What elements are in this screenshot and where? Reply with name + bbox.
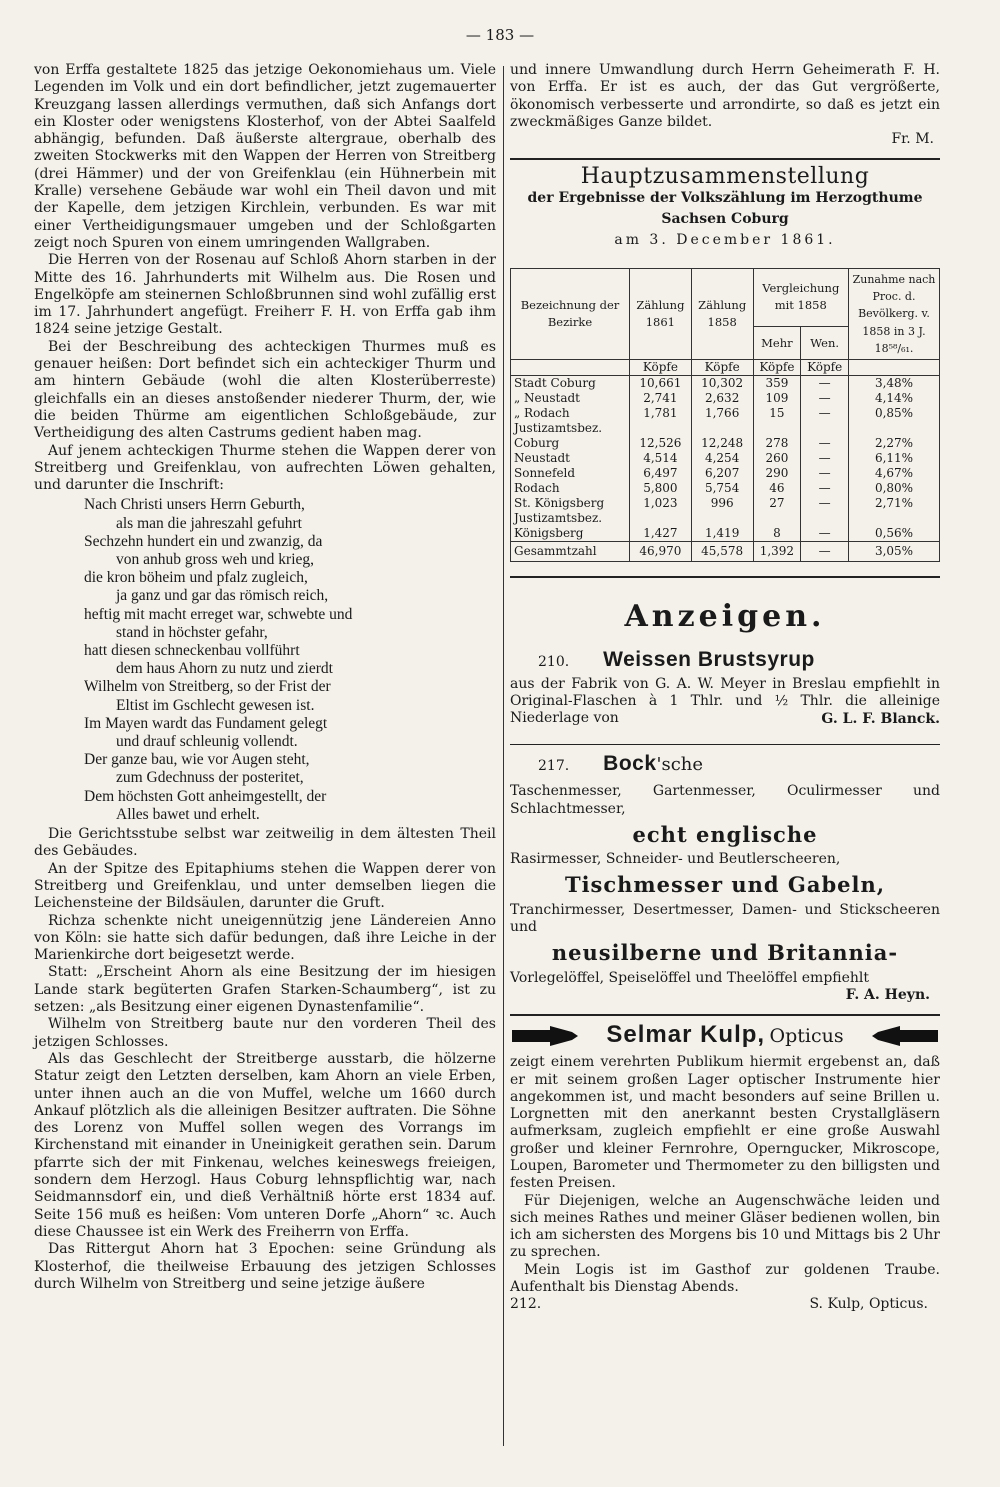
unit-cell: Köpfe — [801, 360, 849, 376]
paragraph: Richza schenkte nicht uneigennützig jene Ländereien Anno von Köln: sie hatte sich dafür bedungen, daß ihre Leiche in der Marienkirche dort beigesetzt werde. — [34, 912, 496, 964]
value-cell: — — [801, 526, 849, 542]
ad-text: aus der Fabrik von G. A. W. Meyer in Breslau empfiehlt in Original-Flaschen à 1 Thlr. und ½ Thlr. die alleinige Niederlage von — [510, 675, 940, 727]
value-cell: 6,497 — [630, 466, 692, 481]
col-header-1861: Zählung 1861 — [630, 268, 692, 359]
summary-title: Hauptzusammenstellung — [580, 164, 870, 190]
value-cell: 0,80% — [849, 481, 940, 496]
ad-display-line: Tischmesser und Gabeln, — [564, 872, 886, 898]
table-row — [511, 496, 940, 511]
paragraph: Das Rittergut Ahorn hat 3 Epochen: seine Gründung als Klosterhof, die theilweise Erbauung des jetzigen Schlosses durch Wilhelm von Streitberg und seine jetzige äußere — [34, 1241, 496, 1292]
district-cell: Gesammtzahl — [511, 542, 630, 562]
ad-text: Tranchirmesser, Desertmesser, Damen- und Stickscheeren und — [510, 901, 940, 936]
value-cell: 46,970 — [630, 542, 692, 562]
value-cell: 1,023 — [630, 496, 692, 511]
value-cell: 3,05% — [849, 542, 940, 562]
value-cell — [801, 511, 849, 526]
poem-line: die kron böheim und pfalz zugleich, — [84, 569, 308, 587]
district-cell: Stadt Coburg — [511, 376, 630, 392]
value-cell: — — [801, 376, 849, 392]
value-cell — [753, 511, 801, 526]
paragraph: Die Gerichtsstube selbst war zeitweilig in dem ältesten Theil des Gebäudes. — [34, 826, 496, 860]
district-cell: Sonnefeld — [511, 466, 630, 481]
ads-heading: Anzeigen. — [624, 599, 826, 635]
value-cell: 3,48% — [849, 376, 940, 392]
ad-text: Mein Logis ist im Gasthof zur goldenen Traube. Aufenthalt bis Dienstag Abends. — [510, 1261, 940, 1296]
value-cell — [691, 421, 753, 436]
col-header-more: Mehr — [753, 327, 801, 360]
value-cell: 109 — [753, 391, 801, 406]
poem-line: ja ganz und gar das römisch reich, — [116, 587, 329, 605]
value-cell: — — [801, 466, 849, 481]
value-cell: 1,781 — [630, 406, 692, 421]
value-cell: — — [801, 436, 849, 451]
table-row — [511, 466, 940, 481]
poem-line: hatt diesen schneckenbau vollführt — [84, 642, 300, 660]
ad-title-suffix: Opticus — [769, 1024, 844, 1047]
ad-212-header — [510, 1020, 940, 1048]
unit-cell: Köpfe — [753, 360, 801, 376]
value-cell: 6,11% — [849, 451, 940, 466]
ad-rule — [510, 1014, 940, 1016]
pointing-hand-icon — [870, 1024, 940, 1048]
paragraph: An der Spitze des Epitaphiums stehen die Wappen derer von Streitberg und Greifenklau, und unter demselben liegen die Leichensteine der Bildsäulen, darunter die Gruft. — [34, 860, 496, 912]
ad-text: Für Diejenigen, welche an Augenschwäche leiden und sich meines Rathes und meiner Gläser bedienen wollen, bin ich am sichersten des Morgens bis 10 und Mittags bis 2 Uhr zu sprechen. — [510, 1192, 940, 1261]
district-cell: Neustadt — [511, 451, 630, 466]
poem-line: als man die jahreszahl gefuhrt — [116, 514, 302, 532]
value-cell: 1,427 — [630, 526, 692, 542]
value-cell: 5,800 — [630, 481, 692, 496]
section-rule — [510, 576, 940, 578]
paragraph: und innere Umwandlung durch Herrn Geheimerath F. H. von Erffa. Er ist es auch, der das Gut vergrößerte, ökonomisch verbesserte und arrondirte, so daß es jetzt ein zweckmäßiges Ganze bildet. — [510, 62, 940, 130]
value-cell: 996 — [691, 496, 753, 511]
value-cell: 6,207 — [691, 466, 753, 481]
table-row — [511, 526, 940, 542]
district-cell: „ Neustadt — [511, 391, 630, 406]
ad-signature: F. A. Heyn. — [845, 986, 930, 1003]
ad-signature: S. Kulp, Opticus. — [809, 1296, 928, 1313]
pointing-hand-icon — [510, 1024, 580, 1048]
census-table — [510, 268, 940, 562]
poem-line: und drauf schleunig vollendt. — [116, 733, 298, 751]
table-row — [511, 481, 940, 496]
value-cell: 8 — [753, 526, 801, 542]
unit-cell — [511, 360, 630, 376]
poem-line: Der ganze bau, wie vor Augen steht, — [84, 751, 310, 769]
value-cell — [630, 511, 692, 526]
section-rule — [510, 158, 940, 160]
value-cell: 12,526 — [630, 436, 692, 451]
value-cell: 2,632 — [691, 391, 753, 406]
paragraph: Statt: „Erscheint Ahorn als eine Besitzung der im hiesigen Lande stark begüterten Grafen Starken-Schaumberg“, ist zu setzen: „als Besitzung einer eigenen Dynastenfamilie“. — [34, 964, 496, 1016]
value-cell: — — [801, 391, 849, 406]
poem-line: dem haus Ahorn zu nutz und zierdt — [116, 660, 333, 678]
summary-date: am 3. December 1861. — [614, 232, 836, 249]
value-cell — [630, 421, 692, 436]
value-cell: 4,14% — [849, 391, 940, 406]
poem-line: Eltist im Gschlecht gewesen ist. — [116, 696, 315, 714]
paragraph: Die Herren von der Rosenau auf Schloß Ahorn starben in der Mitte des 16. Jahrhunderts mit Wilhelm aus. Die Rosen und Engelköpfe am steinernen Schloßbrunnen sind wohl zufällig erst im 17. Jahrhundert angefügt. Freiherr F. H. von Erffa gab ihm 1824 seine jetzige Gestalt. — [34, 252, 496, 338]
value-cell — [801, 421, 849, 436]
ad-display-line: neusilberne und Britannia- — [551, 940, 899, 966]
signature: Fr. M. — [891, 131, 934, 148]
value-cell: 1,766 — [691, 406, 753, 421]
poem-line: Im Mayen wardt das Fundament gelegt — [84, 714, 328, 732]
poem-line: Alles bawet und erhelt. — [116, 805, 260, 823]
column-divider — [503, 66, 504, 1446]
value-cell: 359 — [753, 376, 801, 392]
ad-rule — [510, 744, 940, 745]
value-cell: 4,254 — [691, 451, 753, 466]
ad-title: Bock — [603, 751, 657, 775]
poem-line: Nach Christi unsers Herrn Geburth, — [84, 496, 305, 514]
value-cell: 0,56% — [849, 526, 940, 542]
right-column — [510, 62, 940, 1314]
value-cell: 260 — [753, 451, 801, 466]
value-cell: 2,741 — [630, 391, 692, 406]
value-cell: 290 — [753, 466, 801, 481]
ad-text: zeigt einem verehrten Publikum hiermit ergebenst an, daß er mit seinem großen Lager optischer Instrumente hier angekommen ist, und macht besonders auf seine Brillen u. Lorgnetten mit den anerkannt besten Crystallgläsern aufmerksam, zugleich empfiehlt er eine große Auswahl großer und kleiner Fernrohre, Operngucker, Mikroscope, Loupen, Barometer und Thermometer zu den billigsten und festen Preisen. — [510, 1054, 940, 1192]
value-cell: 15 — [753, 406, 801, 421]
value-cell: 12,248 — [691, 436, 753, 451]
value-cell: 2,71% — [849, 496, 940, 511]
value-cell — [849, 511, 940, 526]
paragraph: von Erffa gestaltete 1825 das jetzige Oekonomiehaus um. Viele Legenden im Volk und ein dort befindlicher, jetzt zugemauerter Kreuzgang lassen allerdings vermuthen, daß sich Anfangs dort ein Kloster oder wenigstens Klosterhof, von der Abtei Saalfeld abhängig, befunden. Daß äußerste altergraue, oberhalb des zweiten Stockwerks mit den Wappen der Herren von Streitberg (drei Hämmer) und der von Greifenklau (ein Hühnerbein mit Kralle) versehene Gebäude war wohl ein Theil davon und mit der Kapelle, dem jetzigen Kirchlein, verbunden. Es war mit einer Vertheidigungsmauer umgeben und der Schloßgarten zeigt noch Spuren von einem umringenden Wallgraben. — [34, 62, 496, 251]
value-cell: 10,661 — [630, 376, 692, 392]
district-cell: Justizamtsbez. — [511, 511, 630, 526]
value-cell: 4,514 — [630, 451, 692, 466]
district-cell: „ Rodach — [511, 406, 630, 421]
page-number: — 183 — — [465, 26, 535, 44]
table-row — [511, 391, 940, 406]
unit-cell: Köpfe — [630, 360, 692, 376]
ad-display-line: echt englische — [632, 821, 818, 847]
value-cell: 27 — [753, 496, 801, 511]
ad-title: Weissen Brustsyrup — [603, 648, 815, 672]
poem-line: von anhub gross weh und krieg, — [116, 551, 315, 569]
district-cell: St. Königsberg — [511, 496, 630, 511]
ad-title-suffix: 'sche — [656, 753, 704, 775]
unit-cell — [849, 360, 940, 376]
paragraph: Bei der Beschreibung des achteckigen Thurmes muß es genauer heißen: Dort befindet sich ein achteckiger Thurm und am hintern Gebäude (wohl die alten Klosterüberreste) gleichfalls ein an dieses anstoßender niederer Thurm, der, wie die beiden Thürme am eigentlichen Schloßgebäude, zur Vertheidigung des alten Castrums gedient haben mag. — [34, 338, 496, 442]
ad-text: Rasirmesser, Schneider- und Beutlerscheeren, — [510, 851, 841, 868]
district-cell: Rodach — [511, 481, 630, 496]
table-row — [511, 451, 940, 466]
paragraph: Auf jenem achteckigen Thurme stehen die Wappen derer von Streitberg und Greifenklau, von aufrechten Löwen gehalten, und darunter die Inschrift: — [34, 442, 496, 494]
table-row — [511, 542, 940, 562]
value-cell: 10,302 — [691, 376, 753, 392]
poem-line: Wilhelm von Streitberg, so der Frist der — [84, 678, 331, 696]
ad-footer — [510, 1296, 940, 1313]
poem-line: Dem höchsten Gott anheimgestellt, der — [84, 787, 327, 805]
ad-number: 212. — [510, 1296, 542, 1313]
value-cell: — — [801, 406, 849, 421]
district-cell: Coburg — [511, 436, 630, 451]
value-cell — [849, 421, 940, 436]
value-cell: 1,419 — [691, 526, 753, 542]
ad-signature: G. L. F. Blanck. — [821, 710, 940, 727]
value-cell: 2,27% — [849, 436, 940, 451]
summary-subtitle: der Ergebnisse der Volkszählung im Herzogthume — [527, 189, 923, 206]
value-cell: — — [801, 542, 849, 562]
col-header-name: Bezeichnung der Bezirke — [511, 268, 630, 359]
poem-line: Sechzehn hundert ein und zwanzig, da — [84, 532, 323, 550]
table-row — [511, 406, 940, 421]
ad-text: Vorlegelöffel, Speiselöffel und Theelöffel empfiehlt — [510, 969, 870, 986]
value-cell: 1,392 — [753, 542, 801, 562]
left-column — [34, 62, 496, 1293]
value-cell: 4,67% — [849, 466, 940, 481]
poem-line: stand in höchster gefahr, — [116, 623, 268, 641]
value-cell: 46 — [753, 481, 801, 496]
poem-line: zum Gdechnuss der posteritet, — [116, 769, 304, 787]
inscription-poem — [84, 496, 496, 824]
table-row — [511, 436, 940, 451]
value-cell: — — [801, 496, 849, 511]
col-header-comparison: Vergleichung mit 1858 — [753, 268, 848, 327]
value-cell — [753, 421, 801, 436]
ad-title: Selmar Kulp, — [606, 1020, 766, 1048]
ad-217-header — [510, 751, 940, 775]
value-cell: 5,754 — [691, 481, 753, 496]
paragraph: Als das Geschlecht der Streitberge ausstarb, die hölzerne Statur zeigt den Letzten derselben, kam Ahorn an viele Erben, unter ihnen auch an die von Muffel, welche um 1660 durch Ankauf plötzlich als die alleinigen Besitzer auftraten. Die Söhne des Lorenz von Muffel sollen wegen des Vorrangs im Kirchenstand mit einander in Uneinigkeit gerathen sein. Darum pfarrte sich der mit Finkenau, welches keineswegs freieigen, sondern dem Herzogl. Haus Coburg lehnspflichtig war, nach Seidmannsdorf ein, und dieß Verhältniß hörte erst 1834 auf. Seite 156 muß es heißen: Vom unteren Dorfe „Ahorn“ ꝛc. Auch diese Chaussee ist ein Werk des Freiherrn von Erffa. — [34, 1050, 496, 1240]
ad-number: 210. — [538, 654, 570, 671]
summary-subtitle-2: Sachsen Coburg — [661, 211, 789, 228]
unit-cell: Köpfe — [691, 360, 753, 376]
value-cell — [691, 511, 753, 526]
ad-number: 217. — [538, 757, 570, 774]
table-row — [511, 376, 940, 392]
col-header-less: Wen. — [801, 327, 849, 360]
col-header-increase: Zunahme nach Proc. d. Bevölkerg. v. 1858 in 3 J. 18⁵⁸/₆₁. — [849, 268, 940, 359]
value-cell: 0,85% — [849, 406, 940, 421]
value-cell: — — [801, 451, 849, 466]
ad-text: Taschenmesser, Gartenmesser, Oculirmesser und Schlachtmesser, — [510, 783, 940, 817]
value-cell: — — [801, 481, 849, 496]
value-cell: 45,578 — [691, 542, 753, 562]
value-cell: 278 — [753, 436, 801, 451]
ad-210-header — [510, 648, 940, 672]
col-header-1858: Zählung 1858 — [691, 268, 753, 359]
district-cell: Königsberg — [511, 526, 630, 542]
table-row — [511, 511, 940, 526]
poem-line: heftig mit macht erreget war, schwebte und — [84, 605, 353, 623]
table-row — [511, 421, 940, 436]
paragraph: Wilhelm von Streitberg baute nur den vorderen Theil des jetzigen Schlosses. — [34, 1016, 496, 1050]
district-cell: Justizamtsbez. — [511, 421, 630, 436]
